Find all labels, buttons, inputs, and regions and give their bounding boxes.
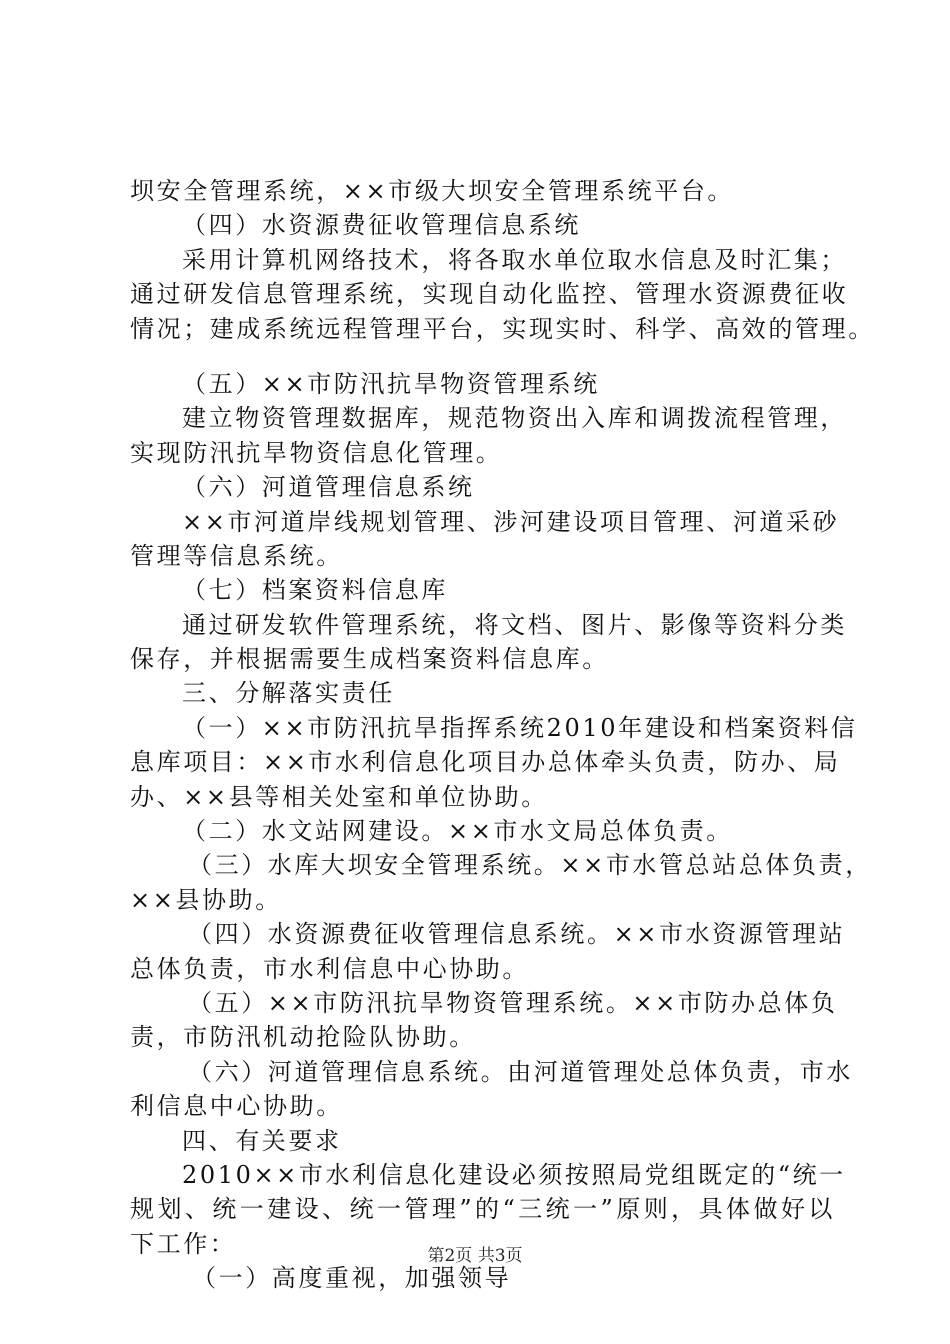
paragraph-line: （三）水库大坝安全管理系统。××市水管总站总体负责， <box>188 851 872 880</box>
section-heading: 三、分解落实责任 <box>182 679 395 708</box>
paragraph-line: 责，市防汛机动抢险队协助。 <box>130 1023 476 1052</box>
section-heading: 四、有关要求 <box>182 1126 342 1155</box>
paragraph-line: （五）××市防汛抗旱物资管理系统。××市防办总体负 <box>188 988 838 1017</box>
paragraph-line: 规划、统一建设、统一管理”的“三统一”原则，具体做好以 <box>130 1195 835 1224</box>
document-body <box>130 174 875 1296</box>
page-footer: 第2页 共3页 <box>427 1246 523 1266</box>
paragraph-line: 建立物资管理数据库，规范物资出入库和调拨流程管理， <box>182 404 847 433</box>
paragraph-line: 通过研发软件管理系统，将文档、图片、影像等资料分类 <box>182 610 847 639</box>
paragraph-line: 管理等信息系统。 <box>130 541 343 570</box>
paragraph-line: （六）河道管理信息系统。由河道管理处总体负责，市水 <box>188 1057 853 1086</box>
paragraph-line: （二）水文站网建设。××市水文局总体负责。 <box>182 817 733 846</box>
paragraph-line: 实现防汛抗旱物资信息化管理。 <box>130 438 503 467</box>
paragraph-line: （一）××市防汛抗旱指挥系统2010年建设和档案资料信 <box>182 713 858 742</box>
section-heading: （四）水资源费征收管理信息系统 <box>182 211 581 240</box>
paragraph-line: 办、××县等相关处室和单位协助。 <box>130 782 548 811</box>
section-heading: （六）河道管理信息系统 <box>182 473 475 502</box>
paragraph-line: ××县协助。 <box>130 885 282 914</box>
paragraph-line: 采用计算机网络技术，将各取水单位取水信息及时汇集； <box>182 245 847 274</box>
section-heading: （七）档案资料信息库 <box>182 576 448 605</box>
paragraph-line: ××市河道岸线规划管理、涉河建设项目管理、河道采砂 <box>182 507 840 536</box>
paragraph-line: 下工作： <box>130 1229 237 1258</box>
paragraph-line: 息库项目：××市水利信息化项目办总体牵头负责，防办、局 <box>130 748 841 777</box>
paragraph-line: （四）水资源费征收管理信息系统。××市水资源管理站 <box>188 920 846 949</box>
paragraph-line: 通过研发信息管理系统，实现自动化监控、管理水资源费征收 <box>130 280 849 309</box>
paragraph-line: 保存，并根据需要生成档案资料信息库。 <box>130 645 609 674</box>
section-heading: （五）××市防汛抗旱物资管理系统 <box>182 369 600 398</box>
section-heading: （一）高度重视，加强领导 <box>192 1264 512 1293</box>
paragraph-line: 情况；建成系统远程管理平台，实现实时、科学、高效的管理。 <box>130 314 875 343</box>
paragraph-line: 总体负责，市水利信息中心协助。 <box>130 954 529 983</box>
paragraph-line: 利信息中心协助。 <box>130 1092 343 1121</box>
paragraph-line: 坝安全管理系统，××市级大坝安全管理系统平台。 <box>130 177 735 205</box>
paragraph-line: 2010××市水利信息化建设必须按照局党组既定的“统一 <box>182 1160 846 1189</box>
paragraph-gap <box>130 346 835 367</box>
